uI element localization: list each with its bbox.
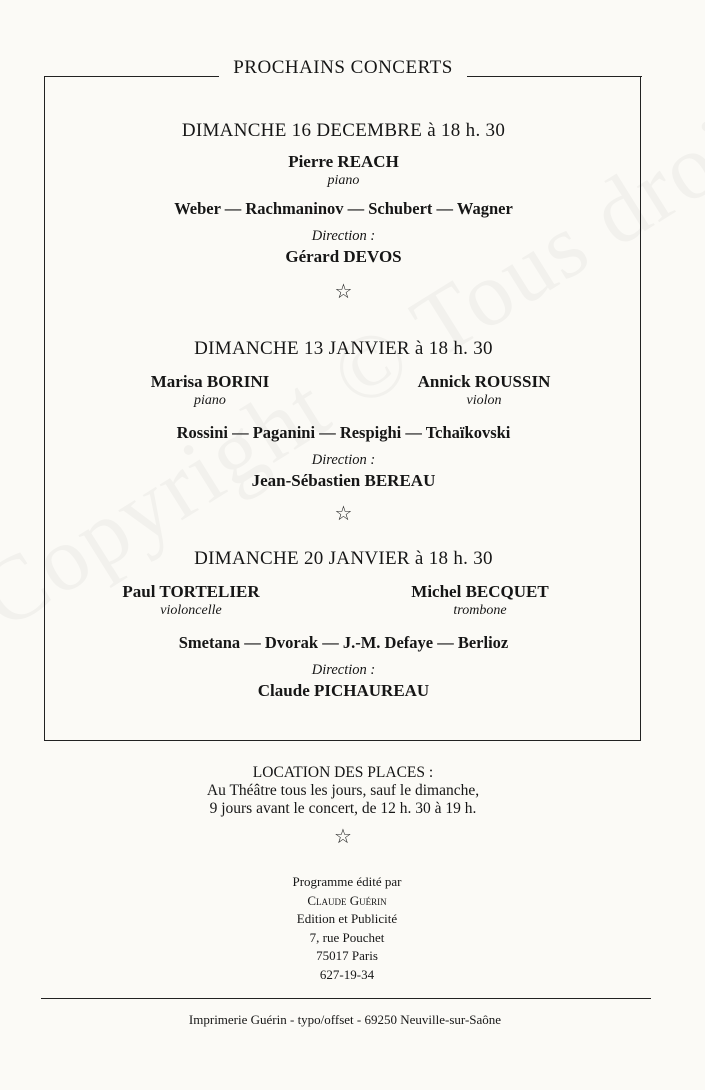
publisher-city: 75017 Paris (316, 948, 378, 963)
location-line-1: Au Théâtre tous les jours, sauf le dimanche, (206, 782, 480, 799)
concert-2 (45, 338, 642, 360)
publisher-line: Programme édité par (292, 874, 402, 889)
concert-date: DIMANCHE 20 JANVIER à 18 h. 30 (194, 548, 493, 569)
direction-label: Direction : (311, 452, 376, 468)
artist-block-2 (399, 372, 569, 409)
artist-instrument: violoncelle (160, 603, 222, 618)
artist-instrument: piano (327, 173, 360, 188)
star-separator-icon: ☆ (334, 281, 353, 303)
publisher-phone: 627-19-34 (319, 966, 375, 982)
concert-program: Smetana — Dvorak — J.-M. Defaye — Berlioz (178, 633, 509, 652)
page-title: PROCHAINS CONCERTS (233, 57, 453, 78)
direction-label: Direction : (311, 662, 376, 678)
printer-credit: Imprimerie Guérin - typo/offset - 69250 Neuville-sur-Saône (188, 1012, 502, 1027)
director-name: Jean-Sébastien BEREAU (251, 471, 436, 490)
concerts-frame (44, 76, 641, 741)
footer-rule (41, 998, 651, 999)
concert-program: Rossini — Paganini — Respighi — Tchaïkovski (176, 423, 511, 442)
artist-name: Marisa BORINI (150, 372, 270, 391)
publisher-line: Edition et Publicité (296, 911, 398, 926)
concert-1 (45, 120, 642, 304)
location-title: LOCATION DES PLACES : (252, 764, 434, 781)
concert-2-details (45, 423, 642, 526)
artist-instrument: violon (466, 393, 502, 408)
artist-block-2 (395, 582, 565, 619)
star-separator-icon: ☆ (334, 503, 353, 525)
concert-program: Weber — Rachmaninov — Schubert — Wagner (174, 199, 513, 218)
concert-date: DIMANCHE 13 JANVIER à 18 h. 30 (194, 338, 493, 359)
artist-name: Paul TORTELIER (122, 582, 260, 601)
artist-block-1 (111, 582, 271, 619)
star-separator-icon: ☆ (334, 826, 352, 848)
director-name: Gérard DEVOS (285, 247, 402, 266)
concert-3 (45, 548, 642, 570)
artist-name: Pierre REACH (288, 152, 399, 171)
publisher-name: Claude Guérin (307, 892, 387, 908)
artist-name: Annick ROUSSIN (417, 372, 551, 391)
director-name: Claude PICHAUREAU (257, 681, 430, 700)
artist-instrument: trombone (453, 603, 507, 618)
concert-date: DIMANCHE 16 DECEMBRE à 18 h. 30 (181, 120, 506, 141)
artist-name: Michel BECQUET (411, 582, 549, 601)
artist-block-1 (140, 372, 280, 409)
publisher-info (44, 873, 650, 984)
direction-label: Direction : (311, 228, 376, 244)
artist-instrument: piano (194, 393, 226, 408)
location-line-2: 9 jours avant le concert, de 12 h. 30 à 19 h. (209, 800, 477, 817)
concert-3-details (45, 633, 642, 701)
publisher-address: 7, rue Pouchet (309, 929, 385, 945)
ticket-location (44, 764, 642, 846)
